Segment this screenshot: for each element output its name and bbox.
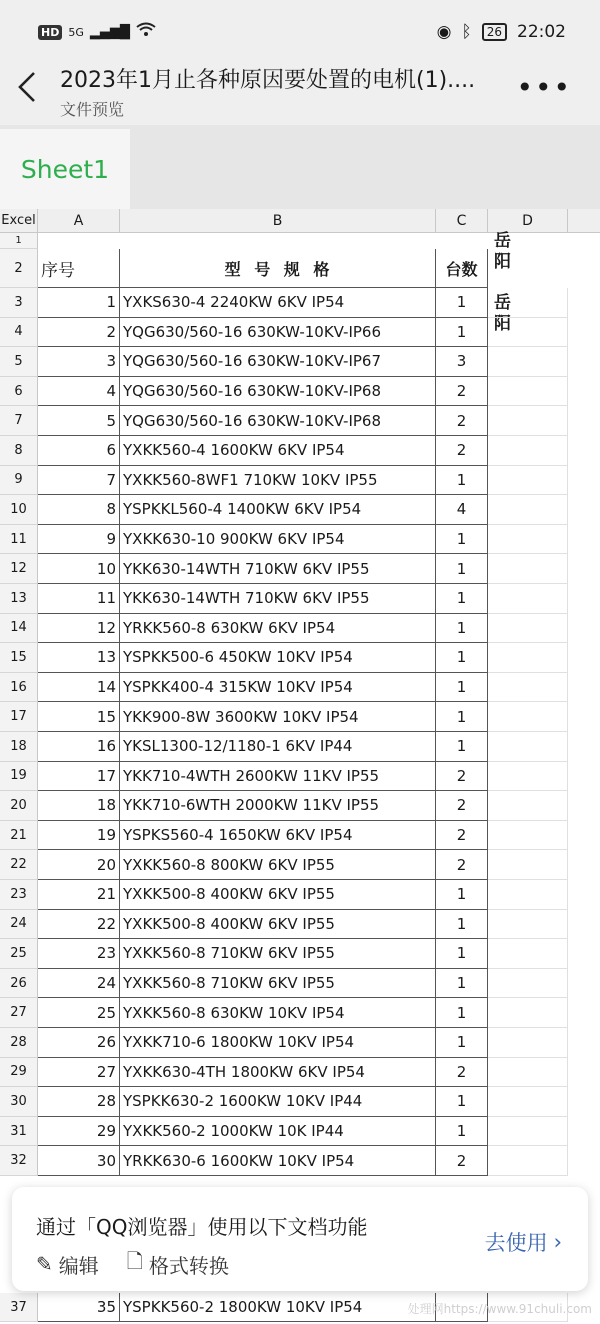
- cell-index[interactable]: 4: [38, 377, 120, 407]
- cell-count[interactable]: 2: [436, 436, 488, 466]
- cell-d[interactable]: [488, 347, 568, 377]
- cell-count[interactable]: 2: [436, 1146, 488, 1176]
- cell-count[interactable]: 1: [436, 584, 488, 614]
- cell-index[interactable]: 28: [38, 1087, 120, 1117]
- cell-index[interactable]: 21: [38, 880, 120, 910]
- row-number: 8: [0, 436, 38, 466]
- table-row: [0, 998, 568, 1028]
- row-number: 1: [0, 233, 38, 249]
- cell-count[interactable]: 1: [436, 939, 488, 969]
- cell-d[interactable]: [488, 584, 568, 614]
- table-row: [0, 466, 568, 496]
- cell-d[interactable]: [488, 969, 568, 999]
- cell-count[interactable]: 1: [436, 910, 488, 940]
- cell-index[interactable]: 2: [38, 318, 120, 348]
- cell-d[interactable]: [488, 1058, 568, 1088]
- column-header-d[interactable]: D: [488, 209, 568, 233]
- column-header-c[interactable]: C: [436, 209, 488, 233]
- cell-d[interactable]: [488, 998, 568, 1028]
- cell-index[interactable]: 30: [38, 1146, 120, 1176]
- row-number: 30: [0, 1087, 38, 1117]
- row-number: 21: [0, 821, 38, 851]
- qq-browser-banner: [12, 1187, 588, 1291]
- table-row: [0, 910, 568, 940]
- row-number: 29: [0, 1058, 38, 1088]
- row-number: 24: [0, 910, 38, 940]
- table-row: [0, 939, 568, 969]
- cell-d[interactable]: [488, 1087, 568, 1117]
- row-number: 23: [0, 880, 38, 910]
- table-row: [0, 762, 568, 792]
- cell-d[interactable]: [488, 495, 568, 525]
- cell-count[interactable]: 1: [436, 1028, 488, 1058]
- cell-count[interactable]: 2: [436, 762, 488, 792]
- d-note-cell[interactable]: 岳阳: [494, 231, 511, 272]
- header-cell-count[interactable]: 台数: [436, 249, 488, 288]
- cell-index[interactable]: 35: [38, 1293, 120, 1322]
- cell-d[interactable]: [488, 850, 568, 880]
- row-number: 10: [0, 495, 38, 525]
- banner-title: 通过「QQ浏览器」使用以下文档功能: [36, 1215, 368, 1239]
- table-row: [0, 1087, 568, 1117]
- header-cell-model[interactable]: 型 号 规 格: [120, 249, 436, 288]
- eye-icon: ◉: [436, 22, 452, 42]
- cell-model[interactable]: YXKK560-8 630KW 10KV IP54: [120, 998, 436, 1028]
- cell-d[interactable]: [488, 791, 568, 821]
- network-type: 5G: [68, 25, 84, 39]
- format-convert-action[interactable]: [127, 1247, 229, 1281]
- cell-model[interactable]: YXKK560-8 710KW 6KV IP55: [120, 939, 436, 969]
- cell-index[interactable]: 7: [38, 466, 120, 496]
- row-number: 4: [0, 318, 38, 348]
- row-number: 14: [0, 614, 38, 644]
- cell-model[interactable]: YSPKS560-4 1650KW 6KV IP54: [120, 821, 436, 851]
- column-header-corner: Excel: [0, 209, 38, 233]
- document-title: 2023年1月止各种原因要处置的电机(1)....: [60, 68, 476, 93]
- cell-model[interactable]: YSPKK560-2 1800KW 10KV IP54: [120, 1293, 436, 1322]
- table-row: [0, 406, 568, 436]
- cell-count[interactable]: 1: [436, 702, 488, 732]
- row-number: 20: [0, 791, 38, 821]
- table-row: [0, 377, 568, 407]
- row-number: 25: [0, 939, 38, 969]
- cell-d[interactable]: [488, 1117, 568, 1147]
- cell-index[interactable]: 25: [38, 998, 120, 1028]
- header-cell-index[interactable]: 序号: [38, 249, 120, 288]
- cell-model[interactable]: YKK710-6WTH 2000KW 11KV IP55: [120, 791, 436, 821]
- cell-count[interactable]: 2: [436, 791, 488, 821]
- cell-index[interactable]: 8: [38, 495, 120, 525]
- cell-model[interactable]: YQG630/560-16 630KW-10KV-IP66: [120, 318, 436, 348]
- cell-d[interactable]: [488, 1146, 568, 1176]
- table-row: [0, 495, 568, 525]
- cell-count[interactable]: 1: [436, 466, 488, 496]
- cell-index[interactable]: 1: [38, 288, 120, 318]
- row-number: 31: [0, 1117, 38, 1147]
- cell-count[interactable]: 2: [436, 406, 488, 436]
- row-number: 28: [0, 1028, 38, 1058]
- cell-model[interactable]: YXKK500-8 400KW 6KV IP55: [120, 880, 436, 910]
- cell-index[interactable]: 13: [38, 643, 120, 673]
- cell-index[interactable]: 16: [38, 732, 120, 762]
- chevron-left-icon[interactable]: [16, 71, 38, 110]
- cell-model[interactable]: YXKK560-8WF1 710KW 10KV IP55: [120, 466, 436, 496]
- row-number: 3: [0, 288, 38, 318]
- row-number: 11: [0, 525, 38, 555]
- cell-model[interactable]: YXKS630-4 2240KW 6KV IP54: [120, 288, 436, 318]
- cell-index[interactable]: 27: [38, 1058, 120, 1088]
- row-number: 9: [0, 466, 38, 496]
- cell-d[interactable]: [488, 318, 568, 348]
- cell-model[interactable]: YXKK710-6 1800KW 10KV IP54: [120, 1028, 436, 1058]
- table-row: [0, 732, 568, 762]
- cell-count[interactable]: 2: [436, 821, 488, 851]
- column-header-a[interactable]: A: [38, 209, 120, 233]
- bluetooth-icon: ᛒ: [461, 22, 472, 42]
- pencil-icon: ✎: [36, 1252, 53, 1276]
- cell-d[interactable]: [488, 880, 568, 910]
- cell-count[interactable]: 4: [436, 495, 488, 525]
- cell-count[interactable]: 1: [436, 969, 488, 999]
- cell-index[interactable]: 19: [38, 821, 120, 851]
- row-number: 5: [0, 347, 38, 377]
- cell-d[interactable]: [488, 821, 568, 851]
- column-header-b[interactable]: B: [120, 209, 436, 233]
- d-note-cell[interactable]: 岳阳: [494, 293, 511, 334]
- cell-count[interactable]: 1: [436, 318, 488, 348]
- cell-model[interactable]: YXKK560-4 1600KW 6KV IP54: [120, 436, 436, 466]
- cell-index[interactable]: 20: [38, 850, 120, 880]
- table-row: [0, 821, 568, 851]
- cell-d[interactable]: [488, 436, 568, 466]
- row-number: 22: [0, 850, 38, 880]
- cell-count[interactable]: 1: [436, 1117, 488, 1147]
- edit-action[interactable]: [36, 1250, 99, 1279]
- document-icon: 🗋: [126, 1249, 143, 1273]
- cell-count[interactable]: 1: [436, 880, 488, 910]
- cell-index[interactable]: 22: [38, 910, 120, 940]
- cell-count[interactable]: 1: [436, 732, 488, 762]
- table-row: [0, 880, 568, 910]
- document-subtitle: 文件预览: [60, 100, 125, 119]
- row-number: 16: [0, 673, 38, 703]
- cell-index[interactable]: 5: [38, 406, 120, 436]
- cell-model[interactable]: YKK900-8W 3600KW 10KV IP54: [120, 702, 436, 732]
- table-row: [0, 525, 568, 555]
- cell-d[interactable]: [488, 614, 568, 644]
- row-number: 26: [0, 969, 38, 999]
- table-row: [0, 673, 568, 703]
- table-row: [0, 554, 568, 584]
- cell-model[interactable]: YXKK500-8 400KW 6KV IP55: [120, 910, 436, 940]
- table-row: [0, 1146, 568, 1176]
- cell-count[interactable]: 1: [436, 643, 488, 673]
- cell-d[interactable]: [488, 1028, 568, 1058]
- cell-d[interactable]: [488, 673, 568, 703]
- cell-model[interactable]: YSPKK630-2 1600KW 10KV IP44: [120, 1087, 436, 1117]
- cell-index[interactable]: 24: [38, 969, 120, 999]
- clock: 22:02: [517, 22, 566, 42]
- cell-index[interactable]: 6: [38, 436, 120, 466]
- cell-model[interactable]: YKK630-14WTH 710KW 6KV IP55: [120, 554, 436, 584]
- convert-label: 格式转换: [148, 1253, 229, 1278]
- cell-index[interactable]: 14: [38, 673, 120, 703]
- cell-count[interactable]: 2: [436, 850, 488, 880]
- cell-index[interactable]: 17: [38, 762, 120, 792]
- row-number: 12: [0, 554, 38, 584]
- cell-index[interactable]: 12: [38, 614, 120, 644]
- cell-model[interactable]: YQG630/560-16 630KW-10KV-IP68: [120, 406, 436, 436]
- row-number: 18: [0, 732, 38, 762]
- cell-d[interactable]: [488, 910, 568, 940]
- cell-index[interactable]: 23: [38, 939, 120, 969]
- cell-index[interactable]: 29: [38, 1117, 120, 1147]
- cell-model[interactable]: YSPKK400-4 315KW 10KV IP54: [120, 673, 436, 703]
- cell-count[interactable]: 1: [436, 554, 488, 584]
- table-row: [0, 584, 568, 614]
- table-row: [0, 702, 568, 732]
- cell-index[interactable]: 15: [38, 702, 120, 732]
- row-number: 32: [0, 1146, 38, 1176]
- cell-model[interactable]: YSPKK500-6 450KW 10KV IP54: [120, 643, 436, 673]
- cell-d[interactable]: [488, 939, 568, 969]
- table-row: [0, 1117, 568, 1147]
- cell-count[interactable]: 2: [436, 1058, 488, 1088]
- cell-model[interactable]: YXKK630-4TH 1800KW 6KV IP54: [120, 1058, 436, 1088]
- row-number: 13: [0, 584, 38, 614]
- row-number: 37: [0, 1293, 38, 1322]
- cell-d[interactable]: [488, 732, 568, 762]
- row-number: 27: [0, 998, 38, 1028]
- cell-d[interactable]: [488, 702, 568, 732]
- cell-model[interactable]: YQG630/560-16 630KW-10KV-IP67: [120, 347, 436, 377]
- cell-count[interactable]: 1: [436, 998, 488, 1028]
- table-header-row: [0, 249, 568, 288]
- status-bar: [0, 0, 600, 62]
- cell-index[interactable]: 18: [38, 791, 120, 821]
- table-row: [0, 1058, 568, 1088]
- cell-count[interactable]: 1: [436, 288, 488, 318]
- table-row: [0, 850, 568, 880]
- cell-model[interactable]: YSPKKL560-4 1400KW 6KV IP54: [120, 495, 436, 525]
- row-number: 19: [0, 762, 38, 792]
- cell-d[interactable]: [488, 406, 568, 436]
- cell-count[interactable]: 2: [436, 377, 488, 407]
- row-number: 2: [0, 249, 38, 288]
- cell-d[interactable]: [488, 377, 568, 407]
- cell-d[interactable]: [488, 554, 568, 584]
- watermark: 处理网https://www.91chuli.com: [407, 1302, 592, 1316]
- cell-model[interactable]: YKSL1300-12/1180-1 6KV IP44: [120, 732, 436, 762]
- cell-model[interactable]: YQG630/560-16 630KW-10KV-IP68: [120, 377, 436, 407]
- go-use-button[interactable]: [485, 1227, 562, 1257]
- cell-model[interactable]: YKK710-4WTH 2600KW 11KV IP55: [120, 762, 436, 792]
- cell-model[interactable]: YXKK630-10 900KW 6KV IP54: [120, 525, 436, 555]
- table-row: [0, 233, 38, 249]
- cell-model[interactable]: YKK630-14WTH 710KW 6KV IP55: [120, 584, 436, 614]
- title-bar: [0, 55, 600, 125]
- spreadsheet-grid[interactable]: [0, 209, 600, 1324]
- row-number: 6: [0, 377, 38, 407]
- cell-count[interactable]: 3: [436, 347, 488, 377]
- battery-icon: 26: [482, 23, 507, 41]
- table-row: [0, 288, 568, 318]
- row-number: 17: [0, 702, 38, 732]
- cell-index[interactable]: 26: [38, 1028, 120, 1058]
- table-row: [0, 436, 568, 466]
- cell-index[interactable]: 10: [38, 554, 120, 584]
- more-dots-icon[interactable]: •••: [516, 71, 572, 104]
- cell-d[interactable]: [488, 288, 568, 318]
- cell-d[interactable]: [488, 643, 568, 673]
- cell-index[interactable]: 3: [38, 347, 120, 377]
- row-number: 7: [0, 406, 38, 436]
- table-row: [0, 614, 568, 644]
- cell-model[interactable]: YXKK560-2 1000KW 10K IP44: [120, 1117, 436, 1147]
- cell-model[interactable]: YXKK560-8 800KW 6KV IP55: [120, 850, 436, 880]
- table-row: [0, 347, 568, 377]
- row-number: 15: [0, 643, 38, 673]
- cell-index[interactable]: 11: [38, 584, 120, 614]
- cell-count[interactable]: 1: [436, 614, 488, 644]
- go-use-label: 去使用: [484, 1231, 548, 1255]
- cell-d[interactable]: [488, 466, 568, 496]
- cell-count[interactable]: 1: [436, 525, 488, 555]
- signal-icon: ▂▄▆█: [89, 24, 130, 40]
- hd-badge: HD: [38, 25, 62, 40]
- cell-count[interactable]: 1: [436, 673, 488, 703]
- cell-model[interactable]: YXKK560-8 710KW 6KV IP55: [120, 969, 436, 999]
- cell-index[interactable]: 9: [38, 525, 120, 555]
- chevron-right-icon: ›: [553, 1230, 562, 1254]
- table-row: [0, 969, 568, 999]
- table-row: [0, 1028, 568, 1058]
- cell-model[interactable]: YRKK560-8 630KW 6KV IP54: [120, 614, 436, 644]
- edit-label: 编辑: [58, 1253, 99, 1278]
- table-row: [0, 318, 568, 348]
- tab-sheet1[interactable]: Sheet1: [0, 129, 130, 212]
- cell-model[interactable]: YRKK630-6 1600KW 10KV IP54: [120, 1146, 436, 1176]
- table-row: [0, 643, 568, 673]
- cell-count[interactable]: 1: [436, 1087, 488, 1117]
- column-header-e[interactable]: [568, 209, 600, 233]
- cell-d[interactable]: [488, 762, 568, 792]
- wifi-icon: [136, 22, 156, 42]
- sheet-tab-bar: [0, 125, 600, 209]
- cell-d[interactable]: [488, 525, 568, 555]
- table-row: [0, 791, 568, 821]
